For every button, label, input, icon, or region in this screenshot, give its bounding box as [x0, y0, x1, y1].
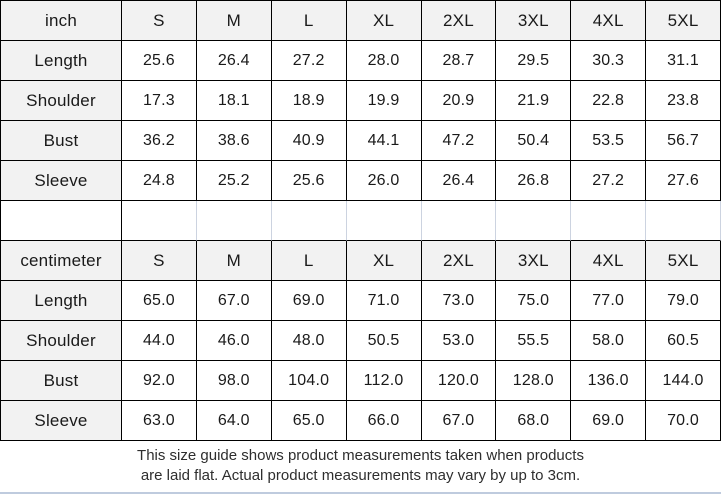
unit-label-cell: inch	[1, 1, 122, 41]
measurement-value-cell: 24.8	[122, 161, 197, 201]
measurement-value-cell: 31.1	[646, 41, 721, 81]
measurement-value-cell: 73.0	[422, 281, 497, 321]
measurement-value-cell: 136.0	[571, 361, 646, 401]
size-header-row	[1, 241, 721, 281]
measurement-value-cell: 92.0	[122, 361, 197, 401]
measurement-value-cell: 26.0	[347, 161, 422, 201]
size-header-cell: L	[272, 1, 347, 41]
size-header-cell: 4XL	[571, 1, 646, 41]
measurement-row	[1, 161, 721, 201]
measurement-value-cell: 58.0	[571, 321, 646, 361]
measurement-value-cell: 44.0	[122, 321, 197, 361]
measurement-label-cell: Bust	[1, 361, 122, 401]
measurement-value-cell: 79.0	[646, 281, 721, 321]
measurement-value-cell: 36.2	[122, 121, 197, 161]
spacer-cell	[272, 201, 347, 241]
measurement-value-cell: 69.0	[571, 401, 646, 441]
size-header-cell: 2XL	[422, 241, 497, 281]
measurement-row	[1, 361, 721, 401]
measurement-value-cell: 18.1	[197, 81, 272, 121]
spacer-cell	[122, 201, 197, 241]
size-header-cell: M	[197, 241, 272, 281]
measurement-value-cell: 18.9	[272, 81, 347, 121]
measurement-value-cell: 128.0	[496, 361, 571, 401]
spacer-cell	[422, 201, 497, 241]
measurement-value-cell: 50.5	[347, 321, 422, 361]
measurement-value-cell: 26.4	[197, 41, 272, 81]
measurement-value-cell: 53.5	[571, 121, 646, 161]
measurement-value-cell: 67.0	[197, 281, 272, 321]
measurement-value-cell: 65.0	[272, 401, 347, 441]
measurement-value-cell: 64.0	[197, 401, 272, 441]
spacer-cell	[347, 201, 422, 241]
size-header-cell: S	[122, 1, 197, 41]
measurement-value-cell: 25.6	[122, 41, 197, 81]
measurement-value-cell: 65.0	[122, 281, 197, 321]
measurement-value-cell: 29.5	[496, 41, 571, 81]
measurement-value-cell: 47.2	[422, 121, 497, 161]
measurement-value-cell: 38.6	[197, 121, 272, 161]
measurement-value-cell: 46.0	[197, 321, 272, 361]
measurement-value-cell: 98.0	[197, 361, 272, 401]
measurement-value-cell: 27.6	[646, 161, 721, 201]
measurement-value-cell: 25.2	[197, 161, 272, 201]
measurement-row	[1, 121, 721, 161]
measurement-label-cell: Length	[1, 281, 122, 321]
spacer-cell	[571, 201, 646, 241]
size-header-cell: XL	[347, 1, 422, 41]
size-note	[0, 446, 721, 486]
size-header-cell: S	[122, 241, 197, 281]
measurement-value-cell: 71.0	[347, 281, 422, 321]
measurement-row	[1, 321, 721, 361]
measurement-value-cell: 50.4	[496, 121, 571, 161]
spacer-cell	[496, 201, 571, 241]
size-header-cell: 5XL	[646, 241, 721, 281]
measurement-row	[1, 81, 721, 121]
size-header-cell: 3XL	[496, 1, 571, 41]
measurement-value-cell: 27.2	[571, 161, 646, 201]
size-header-cell: M	[197, 1, 272, 41]
measurement-value-cell: 25.6	[272, 161, 347, 201]
measurement-value-cell: 77.0	[571, 281, 646, 321]
size-header-cell: 2XL	[422, 1, 497, 41]
measurement-label-cell: Shoulder	[1, 321, 122, 361]
size-header-cell: XL	[347, 241, 422, 281]
unit-label-cell: centimeter	[1, 241, 122, 281]
measurement-label-cell: Sleeve	[1, 161, 122, 201]
size-header-row	[1, 1, 721, 41]
spacer-cell	[1, 201, 122, 241]
size-header-cell: 3XL	[496, 241, 571, 281]
size-note-line: This size guide shows product measurements taken when products	[137, 447, 584, 464]
size-header-cell: 5XL	[646, 1, 721, 41]
measurement-value-cell: 19.9	[347, 81, 422, 121]
size-note-line: are laid flat. Actual product measurements may vary by up to 3cm.	[140, 467, 581, 484]
measurement-label-cell: Sleeve	[1, 401, 122, 441]
measurement-label-cell: Shoulder	[1, 81, 122, 121]
measurement-row	[1, 281, 721, 321]
measurement-value-cell: 66.0	[347, 401, 422, 441]
spacer-cell	[646, 201, 721, 241]
measurement-value-cell: 104.0	[272, 361, 347, 401]
measurement-value-cell: 28.7	[422, 41, 497, 81]
measurement-value-cell: 20.9	[422, 81, 497, 121]
measurement-value-cell: 30.3	[571, 41, 646, 81]
measurement-value-cell: 67.0	[422, 401, 497, 441]
measurement-value-cell: 63.0	[122, 401, 197, 441]
measurement-value-cell: 75.0	[496, 281, 571, 321]
measurement-value-cell: 70.0	[646, 401, 721, 441]
size-header-cell: 4XL	[571, 241, 646, 281]
measurement-row	[1, 401, 721, 441]
measurement-value-cell: 22.8	[571, 81, 646, 121]
measurement-value-cell: 69.0	[272, 281, 347, 321]
measurement-value-cell: 53.0	[422, 321, 497, 361]
measurement-value-cell: 60.5	[646, 321, 721, 361]
measurement-value-cell: 55.5	[496, 321, 571, 361]
measurement-value-cell: 44.1	[347, 121, 422, 161]
measurement-value-cell: 112.0	[347, 361, 422, 401]
bottom-divider	[0, 492, 721, 494]
measurement-value-cell: 56.7	[646, 121, 721, 161]
measurement-value-cell: 28.0	[347, 41, 422, 81]
measurement-value-cell: 40.9	[272, 121, 347, 161]
measurement-value-cell: 144.0	[646, 361, 721, 401]
measurement-value-cell: 27.2	[272, 41, 347, 81]
measurement-row	[1, 41, 721, 81]
measurement-value-cell: 120.0	[422, 361, 497, 401]
size-header-cell: L	[272, 241, 347, 281]
measurement-label-cell: Bust	[1, 121, 122, 161]
measurement-value-cell: 26.8	[496, 161, 571, 201]
spacer-row	[1, 201, 721, 241]
measurement-value-cell: 23.8	[646, 81, 721, 121]
measurement-value-cell: 48.0	[272, 321, 347, 361]
measurement-value-cell: 26.4	[422, 161, 497, 201]
measurement-value-cell: 68.0	[496, 401, 571, 441]
spacer-cell	[197, 201, 272, 241]
measurement-value-cell: 21.9	[496, 81, 571, 121]
measurement-label-cell: Length	[1, 41, 122, 81]
measurement-value-cell: 17.3	[122, 81, 197, 121]
